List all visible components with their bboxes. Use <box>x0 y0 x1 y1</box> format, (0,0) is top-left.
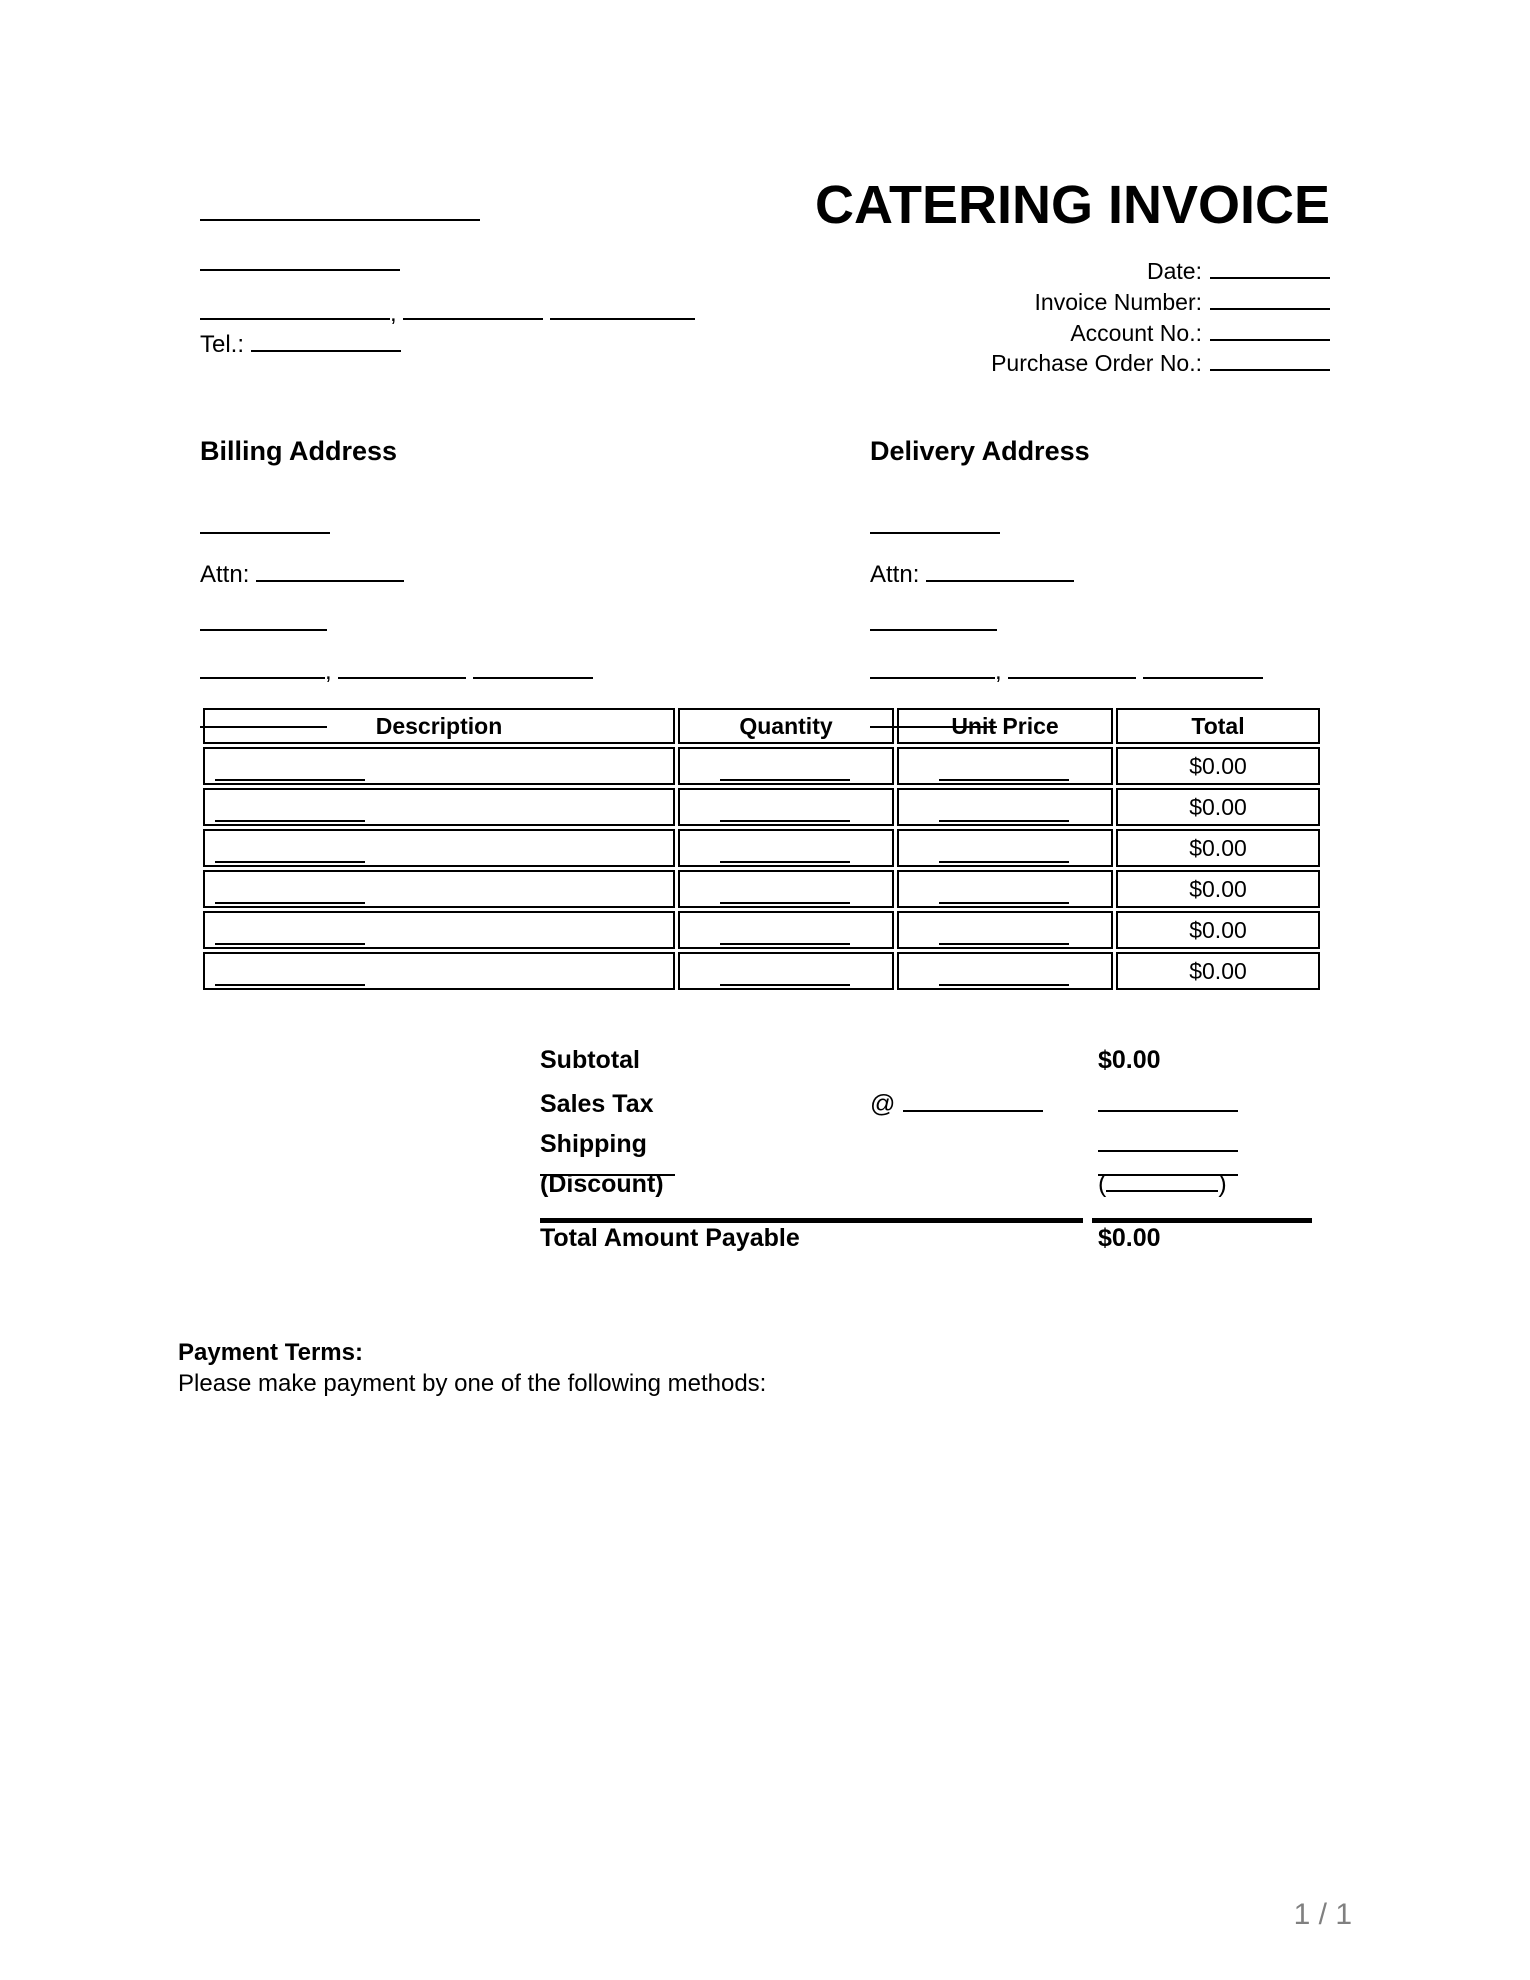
delivery-address-heading: Delivery Address <box>870 436 1090 466</box>
cell-unit-price[interactable] <box>897 747 1113 785</box>
cell-description[interactable] <box>203 952 675 990</box>
page-title: CATERING INVOICE <box>814 175 1330 235</box>
cell-row-total: $0.00 <box>1116 747 1320 785</box>
cell-unit-price[interactable] <box>897 870 1113 908</box>
discount-amount-blank[interactable] <box>1106 1166 1218 1192</box>
sales-tax-amount-field <box>1098 1086 1298 1119</box>
cell-row-total: $0.00 <box>1116 788 1320 826</box>
cell-quantity[interactable] <box>678 788 894 826</box>
column-header-description: Description <box>203 708 675 744</box>
description-blank[interactable] <box>215 861 365 863</box>
table-row <box>203 911 1320 949</box>
cell-quantity[interactable] <box>678 911 894 949</box>
cell-description[interactable] <box>203 788 675 826</box>
cell-quantity[interactable] <box>678 952 894 990</box>
unit-price-blank[interactable] <box>939 902 1069 904</box>
sender-zip-blank[interactable] <box>550 296 695 321</box>
quantity-blank[interactable] <box>720 861 850 863</box>
meta-row-invoice-number <box>991 286 1330 317</box>
cell-quantity[interactable] <box>678 870 894 908</box>
totals-section <box>540 1046 1312 1264</box>
discount-label-blank[interactable] <box>540 1174 675 1176</box>
meta-row-purchase-order-no <box>991 348 1330 379</box>
billing-street-blank[interactable] <box>200 606 327 631</box>
subtotal-label: Subtotal <box>540 1046 640 1074</box>
meta-label-account-no: Account No.: <box>1070 319 1202 346</box>
delivery-street-field <box>870 606 1390 636</box>
billing-attn-blank[interactable] <box>256 557 404 582</box>
cell-description[interactable] <box>203 870 675 908</box>
totals-divider-left <box>540 1218 1083 1223</box>
cell-row-total: $0.00 <box>1116 870 1320 908</box>
billing-address-heading: Billing Address <box>200 436 398 466</box>
total-amount-payable-label: Total Amount Payable <box>540 1224 800 1252</box>
sales-tax-amount-blank[interactable] <box>1098 1086 1238 1112</box>
delivery-zip-blank[interactable] <box>1143 654 1263 679</box>
cell-unit-price[interactable] <box>897 952 1113 990</box>
sender-company-field <box>200 196 720 226</box>
column-header-unit-price: Unit Price <box>897 708 1113 744</box>
table-header-row <box>203 708 1320 744</box>
discount-amount-field <box>1098 1166 1298 1199</box>
cell-description[interactable] <box>203 829 675 867</box>
cell-row-total: $0.00 <box>1116 911 1320 949</box>
meta-label-invoice-number: Invoice Number: <box>1034 288 1202 315</box>
sender-tel-label: Tel.: <box>200 331 245 359</box>
billing-attn-label: Attn: <box>200 560 250 588</box>
description-blank[interactable] <box>215 820 365 822</box>
subtotal-value: $0.00 <box>1098 1046 1161 1074</box>
shipping-amount-field <box>1098 1126 1298 1159</box>
delivery-state-blank[interactable] <box>1008 654 1136 679</box>
invoice-meta-fields <box>991 255 1330 378</box>
delivery-company-blank[interactable] <box>870 509 1000 534</box>
cell-unit-price[interactable] <box>897 788 1113 826</box>
billing-company-field <box>200 509 720 539</box>
meta-blank-date[interactable] <box>1210 255 1330 279</box>
sender-block <box>200 196 720 359</box>
table-row <box>203 747 1320 785</box>
quantity-blank[interactable] <box>720 902 850 904</box>
sender-street-field <box>200 246 720 276</box>
cell-unit-price[interactable] <box>897 829 1113 867</box>
column-header-total: Total <box>1116 708 1320 744</box>
meta-blank-invoice-number[interactable] <box>1210 286 1330 310</box>
totals-row-subtotal <box>540 1046 1312 1086</box>
sender-city-field <box>200 296 720 328</box>
table-row <box>203 829 1320 867</box>
cell-description[interactable] <box>203 911 675 949</box>
sender-city-comma: , <box>390 299 397 327</box>
shipping-amount-blank[interactable] <box>1098 1126 1238 1152</box>
totals-row-discount <box>540 1166 1312 1210</box>
billing-city-field <box>200 654 720 686</box>
billing-state-blank[interactable] <box>338 654 466 679</box>
unit-price-blank[interactable] <box>939 861 1069 863</box>
meta-blank-account-no[interactable] <box>1210 317 1330 341</box>
totals-row-shipping <box>540 1126 1312 1166</box>
unit-price-blank[interactable] <box>939 984 1069 986</box>
meta-label-purchase-order-no: Purchase Order No.: <box>991 350 1202 377</box>
column-header-quantity: Quantity <box>678 708 894 744</box>
discount-paren-close: ) <box>1218 1169 1227 1198</box>
line-items-table <box>200 705 1323 993</box>
delivery-city-comma: , <box>995 657 1002 685</box>
payment-terms-section <box>178 1337 766 1399</box>
delivery-city-field <box>870 654 1390 686</box>
meta-blank-purchase-order-no[interactable] <box>1210 348 1330 372</box>
table-row <box>203 952 1320 990</box>
meta-row-account-no <box>991 317 1330 348</box>
description-blank[interactable] <box>215 779 365 781</box>
document-header <box>0 0 1530 380</box>
delivery-attn-label: Attn: <box>870 560 920 588</box>
meta-label-date: Date: <box>1147 257 1202 284</box>
totals-divider-right <box>1092 1218 1312 1223</box>
cell-row-total: $0.00 <box>1116 952 1320 990</box>
payment-terms-body: Please make payment by one of the following methods: <box>178 1370 767 1397</box>
sender-tel-blank[interactable] <box>251 327 401 352</box>
at-symbol: @ <box>870 1089 896 1118</box>
delivery-city-blank[interactable] <box>870 654 995 679</box>
total-amount-payable-value: $0.00 <box>1098 1224 1161 1252</box>
sender-company-blank[interactable] <box>200 196 480 221</box>
unit-price-blank[interactable] <box>939 943 1069 945</box>
shipping-label: Shipping <box>540 1129 647 1158</box>
description-blank[interactable] <box>215 943 365 945</box>
discount-label: (Discount) <box>540 1169 664 1198</box>
sender-city-blank[interactable] <box>200 296 390 321</box>
payment-terms-title: Payment Terms: <box>178 1339 363 1366</box>
discount-paren-open: ( <box>1098 1169 1107 1198</box>
sender-state-blank[interactable] <box>403 296 543 321</box>
description-blank[interactable] <box>215 902 365 904</box>
sender-tel-field <box>200 327 720 358</box>
delivery-street-blank[interactable] <box>870 606 997 631</box>
cell-quantity[interactable] <box>678 829 894 867</box>
sales-tax-rate-field <box>870 1086 1098 1119</box>
billing-street-field <box>200 606 720 636</box>
sales-tax-rate-blank[interactable] <box>903 1086 1043 1112</box>
quantity-blank[interactable] <box>720 984 850 986</box>
table-row <box>203 788 1320 826</box>
billing-attn-field <box>200 557 720 588</box>
billing-company-blank[interactable] <box>200 509 330 534</box>
discount-extra-blank[interactable] <box>1098 1174 1238 1176</box>
table-row <box>203 870 1320 908</box>
billing-city-comma: , <box>325 657 332 685</box>
totals-row-total-payable <box>540 1224 1312 1264</box>
quantity-blank[interactable] <box>720 779 850 781</box>
quantity-blank[interactable] <box>720 820 850 822</box>
cell-description[interactable] <box>203 747 675 785</box>
billing-city-blank[interactable] <box>200 654 325 679</box>
page-indicator: 1 / 1 <box>1293 1898 1352 1931</box>
cell-row-total: $0.00 <box>1116 829 1320 867</box>
sales-tax-label: Sales Tax <box>540 1089 654 1118</box>
cell-quantity[interactable] <box>678 747 894 785</box>
sender-street-blank[interactable] <box>200 246 400 271</box>
quantity-blank[interactable] <box>720 943 850 945</box>
unit-price-blank[interactable] <box>939 779 1069 781</box>
description-blank[interactable] <box>215 984 365 986</box>
totals-row-sales-tax <box>540 1086 1312 1126</box>
unit-price-blank[interactable] <box>939 820 1069 822</box>
delivery-company-field <box>870 509 1390 539</box>
table-body <box>203 747 1320 990</box>
delivery-attn-blank[interactable] <box>926 557 1074 582</box>
billing-zip-blank[interactable] <box>473 654 593 679</box>
meta-row-date <box>991 255 1330 286</box>
cell-unit-price[interactable] <box>897 911 1113 949</box>
delivery-attn-field <box>870 557 1390 588</box>
